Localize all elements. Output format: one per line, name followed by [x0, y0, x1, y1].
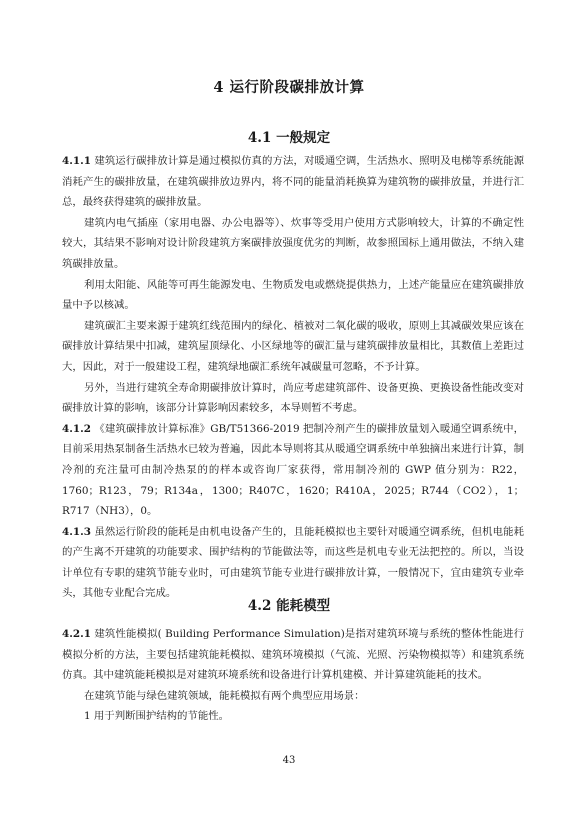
paragraph-text: 在建筑节能与绿色建筑领域，能耗模拟有两个典型应用场景： [84, 689, 365, 702]
section-body-4-2 [62, 624, 524, 727]
paragraph-text: 利用太阳能、风能等可再生能源发电、生物质发电或燃烧提供热力，上述产能量应在建筑碳排放量中予以核减。 [62, 278, 524, 312]
clause-number: 4.1.1 [62, 155, 91, 167]
section-body-4-1 [62, 151, 524, 604]
paragraph [62, 624, 524, 686]
paragraph [62, 522, 524, 604]
paragraph [62, 213, 524, 275]
paragraph-text: 虽然运行阶段的能耗是由机电设备产生的，且能耗模拟也主要针对暖通空调系统，但机电能耗的产生离不开建筑的功能要求、围护结构的节能做法等，而这些是机电专业无法把控的。所以，当设计单位有专职的建筑节能专业时，可由建筑节能专业进行碳排放计算，一般情况下，宜由建筑专业牵头，其他专业配合完成。 [62, 525, 524, 600]
clause-number: 4.1.2 [62, 422, 91, 435]
paragraph [62, 316, 524, 378]
page-number: 43 [282, 755, 296, 766]
paragraph-text: 建筑碳汇主要来源于建筑红线范围内的绿化、植被对二氧化碳的吸收，原则上其减碳效果应该在碳排放计算结果中扣减，建筑屋顶绿化、小区绿地等的碳汇量与建筑碳排放量相比，其数值上差距过大，因此，对于一般建设工程，建筑绿地碳汇系统年减碳量可忽略，不予计算。 [62, 319, 524, 373]
section-title-4-1: 4.1 一般规定 [247, 130, 331, 146]
paragraph-text: 1 用于判断围护结构的节能性。 [84, 710, 229, 723]
paragraph [62, 686, 524, 707]
paragraph [62, 378, 524, 419]
paragraph [62, 706, 524, 727]
paragraph [62, 419, 524, 522]
paragraph-text: 《建筑碳排放计算标准》GB/T51366-2019 把制冷剂产生的碳排放量划入暖通空调系统中，目前采用热泵制备生活热水已较为普遍，因此本导则将其从暖通空调系统中单独摘出来进行计算，制冷剂的充注量可由制冷热泵的的样本或咨询厂家获得，常用制冷剂的 GWP 值分别为：R22，1760；R123，79；R134a，1300；R407C，1620；R410A，2025；R744（CO2），1；R717（NH3），0。 [62, 422, 524, 518]
paragraph [62, 151, 524, 213]
clause-number: 4.1.3 [62, 525, 91, 538]
paragraph-text: 另外，当进行建筑全寿命期碳排放计算时，尚应考虑建筑部件、设备更换、更换设备性能改变对碳排放计算的影响，该部分计算影响因素较多，本导则暂不考虑。 [62, 381, 524, 415]
paragraph-text: 建筑性能模拟( Building Performance Simulation)是指对建筑环境与系统的整体性能进行模拟分析的方法，主要包括建筑能耗模拟、建筑环境模拟（气流、光照、污染物模拟等）和建筑系统仿真。其中建筑能耗模拟是对建筑环境系统和设备进行计算机建模、并计算建筑能耗的技术。 [62, 628, 524, 682]
chapter-title: 4 运行阶段碳排放计算 [213, 79, 365, 96]
section-title-4-2: 4.2 能耗模型 [247, 598, 331, 614]
paragraph-text: 建筑运行碳排放计算是通过模拟仿真的方法，对暖通空调，生活热水、照明及电梯等系统能源消耗产生的碳排放量，在建筑碳排放边界内，将不同的能量消耗换算为建筑物的碳排放量，并进行汇总，最终获得建筑的碳排放量。 [62, 155, 524, 209]
paragraph [62, 275, 524, 316]
clause-number: 4.2.1 [62, 628, 91, 640]
paragraph-text: 建筑内电气插座（家用电器、办公电器等）、炊事等受用户使用方式影响较大，计算的不确定性较大，其结果不影响对设计阶段建筑方案碳排放强度优劣的判断，故参照国标上通用做法，不纳入建筑碳排放量。 [62, 216, 524, 270]
